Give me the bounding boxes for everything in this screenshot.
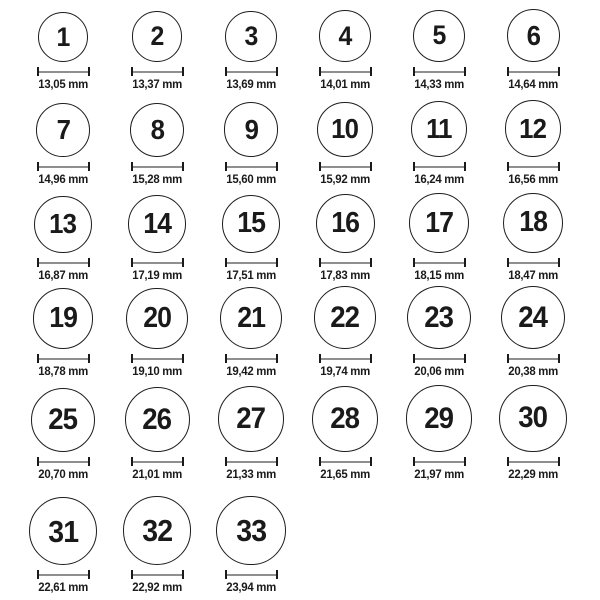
diameter-label: 22,61 mm xyxy=(38,580,88,594)
ring-size-item xyxy=(204,485,298,598)
ring-size-item xyxy=(486,95,580,190)
ring-size-item xyxy=(298,190,392,286)
ring-size-item xyxy=(110,95,204,190)
diameter-dimension-line xyxy=(413,457,466,466)
diameter-dimension-line xyxy=(413,162,466,171)
ring-size-item xyxy=(486,286,580,382)
diameter-label: 17,83 mm xyxy=(320,268,370,282)
ring-size-item xyxy=(392,95,486,190)
diameter-dimension-line xyxy=(319,162,372,171)
diameter-label: 16,24 mm xyxy=(414,172,464,186)
ring-size-number: 26 xyxy=(142,402,172,436)
diameter-dimension-line xyxy=(37,570,90,579)
ring-size-item xyxy=(110,190,204,286)
ring-circle xyxy=(36,103,90,157)
diameter-label: 13,69 mm xyxy=(226,77,276,91)
diameter-label: 16,56 mm xyxy=(508,172,558,186)
ring-size-item xyxy=(204,286,298,382)
ring-size-number: 18 xyxy=(519,206,547,239)
ring-size-item xyxy=(392,286,486,382)
ring-circle xyxy=(407,286,470,349)
ring-circle xyxy=(225,11,276,62)
diameter-dimension-line xyxy=(131,570,184,579)
diameter-label: 13,05 mm xyxy=(38,77,88,91)
diameter-label: 18,78 mm xyxy=(38,364,88,378)
diameter-dimension-line xyxy=(319,457,372,466)
ring-size-item xyxy=(486,0,580,95)
diameter-dimension-line xyxy=(37,258,90,267)
ring-size-number: 24 xyxy=(518,300,548,334)
ring-size-number: 28 xyxy=(330,401,360,435)
diameter-label: 14,96 mm xyxy=(38,172,88,186)
diameter-dimension-line xyxy=(507,67,560,76)
ring-circle xyxy=(218,386,284,452)
ring-size-item xyxy=(110,286,204,382)
diameter-dimension-line xyxy=(37,354,90,363)
ring-size-item xyxy=(392,190,486,286)
ring-size-item xyxy=(16,286,110,382)
diameter-dimension-line xyxy=(507,457,560,466)
ring-size-number: 33 xyxy=(236,512,266,548)
diameter-dimension-line xyxy=(507,162,560,171)
diameter-label: 18,15 mm xyxy=(414,268,464,282)
diameter-label: 17,19 mm xyxy=(132,268,182,282)
ring-size-item xyxy=(110,485,204,598)
ring-circle xyxy=(128,195,186,253)
diameter-dimension-line xyxy=(413,67,466,76)
ring-size-item xyxy=(16,0,110,95)
ring-size-number: 4 xyxy=(338,20,352,51)
diameter-label: 19,74 mm xyxy=(320,364,370,378)
ring-size-number: 27 xyxy=(236,402,266,436)
ring-size-item xyxy=(486,190,580,286)
ring-circle xyxy=(409,193,469,253)
ring-size-number: 30 xyxy=(518,401,548,435)
ring-circle xyxy=(222,195,280,253)
ring-circle xyxy=(314,286,377,349)
ring-circle xyxy=(220,287,282,349)
ring-circle xyxy=(316,194,375,253)
ring-size-number: 31 xyxy=(48,513,78,549)
diameter-dimension-line xyxy=(37,67,90,76)
ring-size-number: 15 xyxy=(237,207,265,240)
ring-size-item xyxy=(298,286,392,382)
ring-size-number: 21 xyxy=(237,301,265,334)
diameter-dimension-line xyxy=(37,457,90,466)
diameter-label: 15,92 mm xyxy=(320,172,370,186)
ring-size-number: 7 xyxy=(56,114,70,146)
ring-size-number: 22 xyxy=(330,300,360,334)
diameter-dimension-line xyxy=(131,162,184,171)
diameter-dimension-line xyxy=(225,570,278,579)
diameter-label: 22,29 mm xyxy=(508,467,558,481)
diameter-label: 21,97 mm xyxy=(414,467,464,481)
diameter-label: 21,33 mm xyxy=(226,467,276,481)
ring-circle xyxy=(132,11,183,62)
ring-circle xyxy=(38,12,88,62)
ring-size-item xyxy=(16,382,110,485)
ring-size-item xyxy=(298,382,392,485)
ring-size-item xyxy=(204,0,298,95)
ring-circle xyxy=(224,102,279,157)
ring-size-number: 17 xyxy=(425,206,453,239)
diameter-label: 19,42 mm xyxy=(226,364,276,378)
ring-circle xyxy=(499,385,566,452)
ring-size-number: 12 xyxy=(519,112,547,144)
diameter-dimension-line xyxy=(507,258,560,267)
diameter-dimension-line xyxy=(37,162,90,171)
ring-size-number: 3 xyxy=(244,20,258,51)
ring-size-number: 20 xyxy=(143,301,171,334)
diameter-dimension-line xyxy=(225,67,278,76)
diameter-label: 13,37 mm xyxy=(132,77,182,91)
ring-size-grid xyxy=(16,0,600,598)
ring-size-number: 25 xyxy=(48,402,78,436)
ring-size-number: 23 xyxy=(424,300,454,334)
ring-size-number: 2 xyxy=(150,21,164,52)
ring-size-number: 14 xyxy=(143,207,171,240)
ring-circle xyxy=(505,100,562,157)
diameter-dimension-line xyxy=(413,354,466,363)
diameter-dimension-line xyxy=(319,258,372,267)
ring-size-item xyxy=(486,382,580,485)
diameter-label: 17,51 mm xyxy=(226,268,276,282)
ring-circle xyxy=(312,386,378,452)
diameter-label: 15,28 mm xyxy=(132,172,182,186)
ring-circle xyxy=(411,101,467,157)
diameter-label: 21,01 mm xyxy=(132,467,182,481)
diameter-dimension-line xyxy=(225,354,278,363)
ring-size-number: 6 xyxy=(526,19,540,51)
diameter-label: 18,47 mm xyxy=(508,268,558,282)
diameter-dimension-line xyxy=(413,258,466,267)
ring-size-item xyxy=(204,382,298,485)
ring-circle xyxy=(216,496,285,565)
diameter-dimension-line xyxy=(131,67,184,76)
ring-circle xyxy=(125,387,190,452)
diameter-dimension-line xyxy=(131,354,184,363)
ring-circle xyxy=(501,286,565,349)
diameter-label: 20,06 mm xyxy=(414,364,464,378)
ring-size-number: 13 xyxy=(49,208,77,240)
ring-size-number: 16 xyxy=(331,207,359,239)
ring-size-item xyxy=(392,0,486,95)
ring-size-number: 9 xyxy=(244,113,258,145)
ring-circle xyxy=(406,385,473,452)
ring-size-number: 5 xyxy=(432,20,446,51)
ring-size-item xyxy=(16,485,110,598)
ring-size-item xyxy=(16,95,110,190)
ring-size-item xyxy=(110,0,204,95)
ring-size-item xyxy=(110,382,204,485)
ring-size-number: 1 xyxy=(56,21,70,52)
ring-circle xyxy=(33,288,94,349)
ring-size-number: 10 xyxy=(331,113,359,145)
diameter-dimension-line xyxy=(507,354,560,363)
ring-circle xyxy=(123,496,192,565)
ring-circle xyxy=(31,388,95,452)
ring-circle xyxy=(503,193,563,253)
ring-size-number: 19 xyxy=(49,302,77,335)
ring-size-item xyxy=(298,95,392,190)
ring-size-item xyxy=(392,382,486,485)
diameter-dimension-line xyxy=(225,258,278,267)
diameter-label: 14,64 mm xyxy=(508,77,558,91)
ring-circle xyxy=(413,10,465,62)
diameter-label: 16,87 mm xyxy=(38,268,88,282)
ring-size-item xyxy=(204,95,298,190)
diameter-label: 23,94 mm xyxy=(226,580,276,594)
diameter-dimension-line xyxy=(319,67,372,76)
diameter-label: 14,01 mm xyxy=(320,77,370,91)
ring-circle xyxy=(130,103,184,157)
ring-circle xyxy=(319,10,371,62)
ring-size-number: 8 xyxy=(150,113,164,145)
diameter-dimension-line xyxy=(131,258,184,267)
diameter-dimension-line xyxy=(131,457,184,466)
diameter-label: 14,33 mm xyxy=(414,77,464,91)
diameter-label: 19,10 mm xyxy=(132,364,182,378)
ring-size-item xyxy=(16,190,110,286)
ring-circle xyxy=(126,288,187,349)
diameter-label: 21,65 mm xyxy=(320,467,370,481)
ring-circle xyxy=(29,497,97,565)
ring-circle xyxy=(507,9,560,62)
diameter-label: 15,60 mm xyxy=(226,172,276,186)
ring-size-number: 32 xyxy=(142,513,172,549)
ring-size-item xyxy=(298,0,392,95)
ring-size-item xyxy=(204,190,298,286)
diameter-dimension-line xyxy=(225,162,278,171)
diameter-label: 20,70 mm xyxy=(38,467,88,481)
diameter-label: 20,38 mm xyxy=(508,364,558,378)
ring-circle xyxy=(317,102,372,157)
diameter-label: 22,92 mm xyxy=(132,580,182,594)
ring-circle xyxy=(34,196,91,253)
ring-size-number: 11 xyxy=(426,113,452,144)
diameter-dimension-line xyxy=(319,354,372,363)
diameter-dimension-line xyxy=(225,457,278,466)
ring-size-number: 29 xyxy=(424,401,454,435)
